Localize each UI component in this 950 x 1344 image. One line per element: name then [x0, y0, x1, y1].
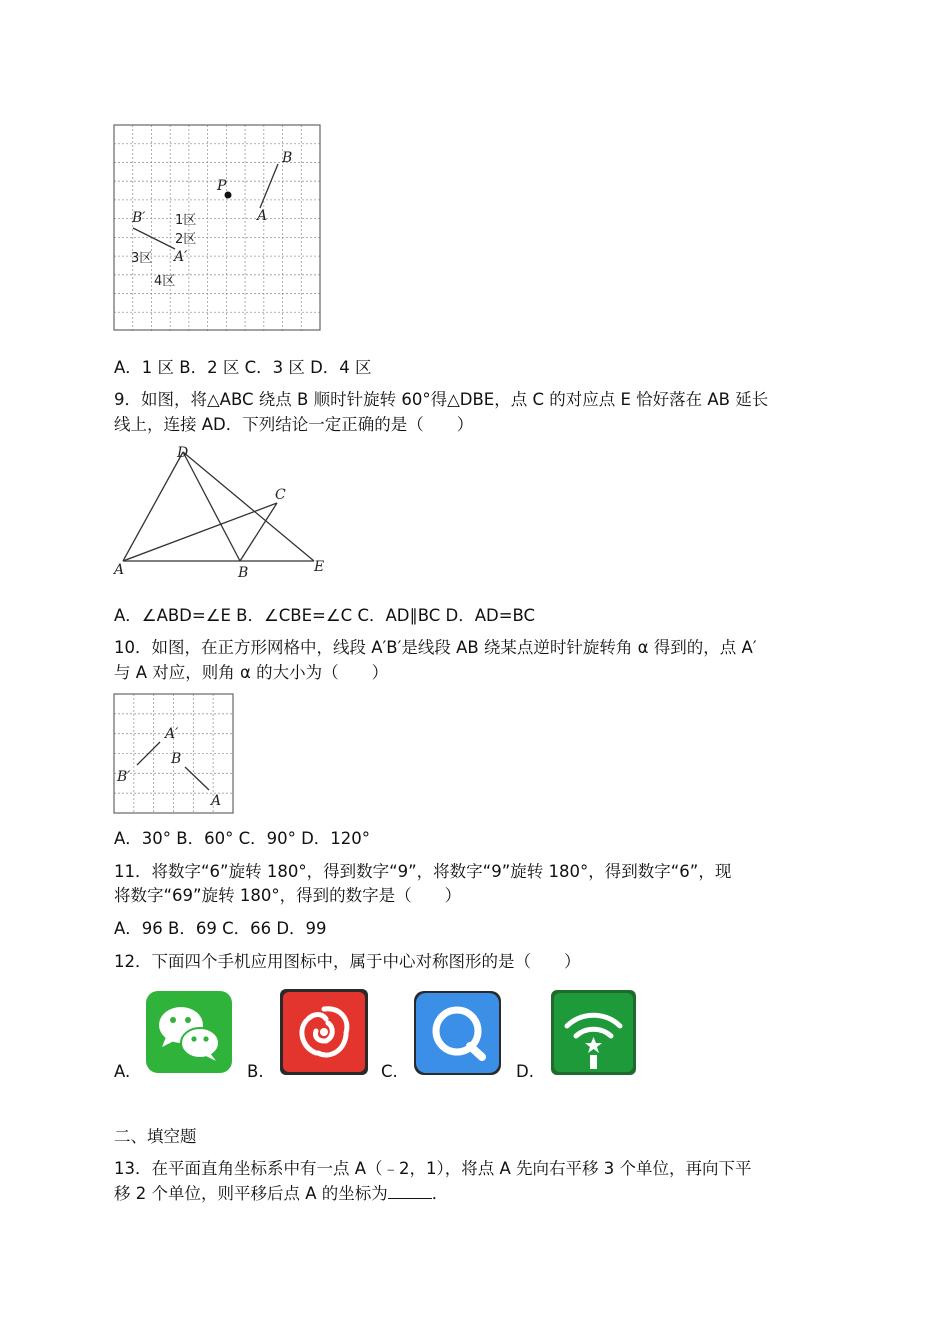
- label-A: A: [257, 208, 268, 224]
- segment-AprimeBprime: [133, 228, 175, 249]
- q9-text-line2: 线上，连接 AD．下列结论一定正确的是（ ）: [114, 415, 474, 434]
- label-E: E: [314, 559, 325, 575]
- zone-2-label: 2区: [175, 232, 197, 247]
- q8-options: A．1 区 B．2 区 C．3 区 D．4 区: [114, 358, 372, 377]
- label-B: B: [282, 150, 293, 166]
- q10-options: A．30° B．60° C．90° D．120°: [114, 829, 371, 848]
- q10-grid-figure: [113, 693, 235, 815]
- q12-option-a-label: A.: [114, 1062, 131, 1081]
- q12-text-line1: 12．下面四个手机应用图标中，属于中心对称图形的是（ ）: [114, 952, 581, 971]
- label-A: A: [114, 562, 125, 578]
- phoenix-swirl-icon: [280, 989, 368, 1075]
- label-A-prime: A′: [174, 249, 188, 265]
- zone-4-label: 4区: [154, 274, 176, 289]
- label-C: C: [275, 487, 286, 503]
- q11-text-line1: 11．将数字“6”旋转 180°，得到数字“9”，将数字“9”旋转 180°，得到数字“6”，现: [114, 862, 732, 881]
- label-B: B: [238, 565, 249, 581]
- q11-text-line2: 将数字“69”旋转 180°，得到的数字是（ ）: [114, 886, 462, 905]
- q9-options: A．∠ABD=∠E B．∠CBE=∠C C．AD∥BC D．AD=BC: [114, 606, 536, 625]
- q10-text-line1: 10．如图，在正方形网格中，线段 A′B′是线段 AB 绕某点逆时针旋转角 α 得到的，点 A′: [114, 638, 757, 657]
- q12-option-b-label: B.: [247, 1062, 264, 1081]
- q-search-icon: [414, 991, 501, 1075]
- q13-text-line1: 13．在平面直角坐标系中有一点 A（﹣2，1），将点 A 先向右平移 3 个单位，再向下平: [114, 1159, 752, 1178]
- q12-option-c-label: C.: [381, 1062, 398, 1081]
- q9-triangle-figure: [110, 440, 335, 582]
- label-P: P: [217, 178, 227, 194]
- label-D: D: [177, 445, 189, 461]
- q13-text-prefix: 移 2 个单位，则平移后点 A 的坐标为: [114, 1184, 388, 1203]
- q9-text-line1: 9．如图，将△ABC 绕点 B 顺时针旋转 60°得△DBE，点 C 的对应点 E 恰好落在 AB 延长: [114, 390, 769, 409]
- q10-text-line2: 与 A 对应，则角 α 的大小为（ ）: [114, 663, 389, 682]
- zone-3-label: 3区: [131, 251, 153, 266]
- q11-options: A．96 B．69 C．66 D．99: [114, 919, 327, 938]
- q12-option-d-label: D.: [516, 1062, 534, 1081]
- label-B-prime: B′: [117, 769, 131, 785]
- wechat-icon: [146, 991, 232, 1073]
- label-A: A: [211, 793, 222, 809]
- section-heading-fill-in: 二、填空题: [114, 1127, 197, 1146]
- answer-blank: [388, 1182, 432, 1199]
- q13-text-suffix: ．: [431, 1184, 449, 1203]
- segment-AB: [260, 164, 278, 208]
- zone-1-label: 1区: [175, 213, 197, 228]
- wifi-tower-icon: [551, 990, 636, 1075]
- label-B: B: [171, 751, 182, 767]
- label-B-prime: B′: [132, 210, 146, 226]
- label-A-prime: A′: [165, 726, 179, 742]
- q13-text-line2: [114, 1182, 448, 1205]
- q8-grid-figure: [113, 124, 322, 332]
- segment-AB: [185, 767, 209, 790]
- segment-AprimeBprime: [137, 742, 160, 765]
